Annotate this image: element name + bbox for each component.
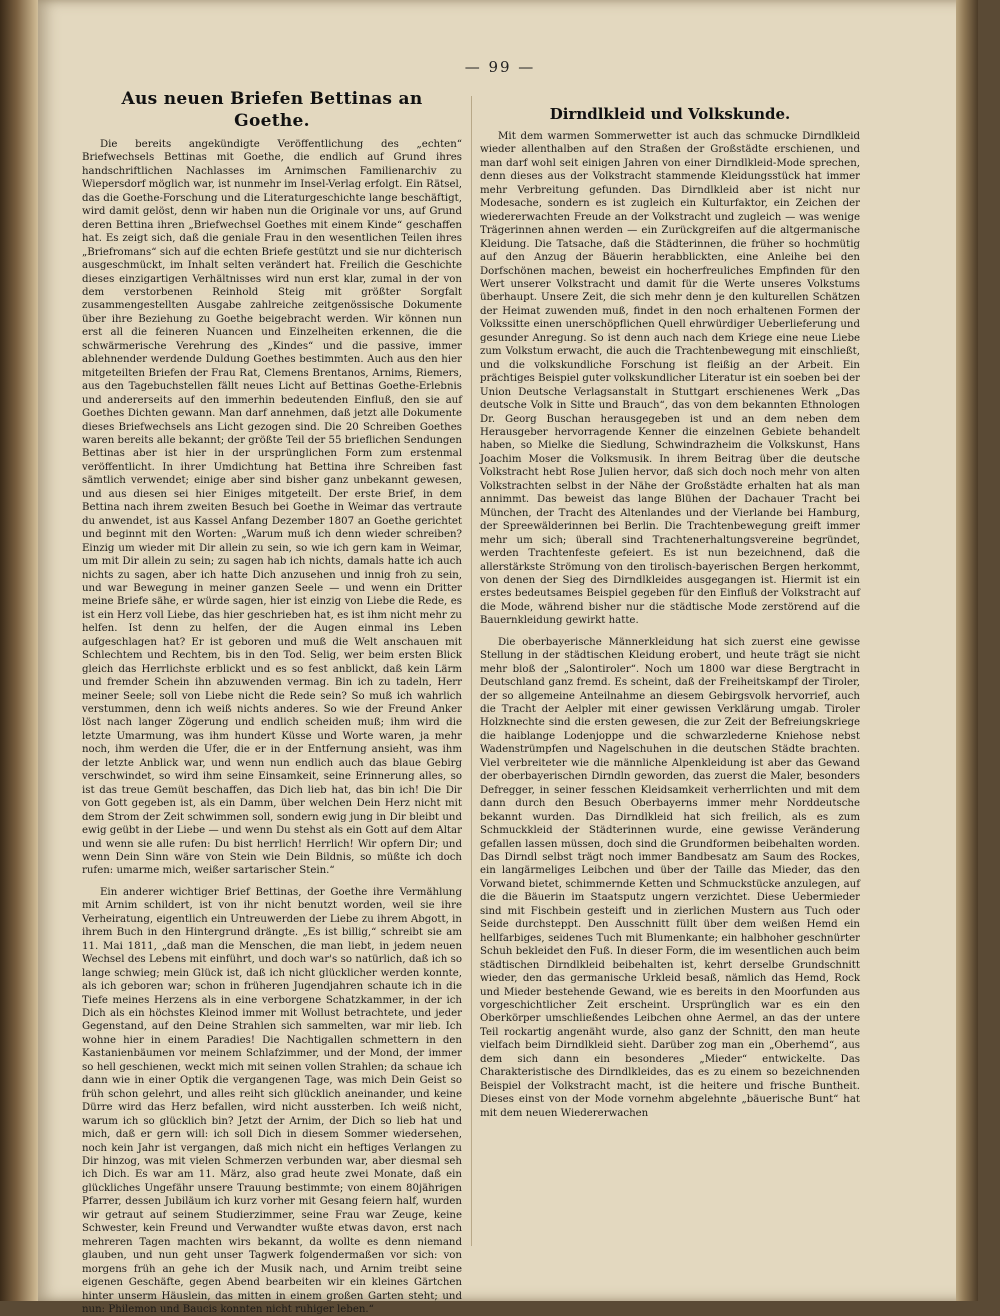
article-paragraph: Ein anderer wichtiger Brief Bettinas, der Goethe ihre Vermählung mit Arnim schildert, ist von ihr nicht benutzt worden, weil sie ihre Verheiratung, eigentlich ein Untreuwerden der Liebe zu ihrem Abgott, in ihrem Buch in den Hintergrund drängte. „Es ist billig,“ schreibt sie am 11. Mai 1811, „daß man die Menschen, die man liebt, in jedem neuen Wechsel des Lebens mit einführt, und doch war's so natürlich, daß ich so lange schwieg; mein Glück ist, daß ich nicht glücklicher werden konnte, als ich geboren war; schon in früheren Jugendjahren schaute ich in die Tiefe meines Herzens als in eine verborgene Schatzkammer, in der ich Dich als ein höchstes Kleinod immer mit Wollust betrachtete, und jeder Gegenstand, auf den Deine Strahlen sich sammelten, war mir lieb. Ich wohne hier in einem Paradies! Die Nachtigallen schmettern in den Kastanienbäumen vor meinem Schlafzimmer, und der Mond, der immer so hell geschienen, weckt mich mit seinen vollen Strahlen; da schaue ich dann wie in einer Optik die vergangenen Tage, was mich Dein Geist so früh schon gelehrt, und alles reiht sich glücklich aneinander, und keine Dürre wird das Herz befallen, wird nicht aussterben. Ich weiß nicht, warum ich so glücklich bin? Jetzt der Arnim, der Dich so lieb hat und mich, daß er gern will: ich soll Dich in diesem Sommer wiedersehen, noch kein Jahr ist vergangen, daß mich nicht ein heftiges Verlangen zu Dir hinzog, was mit vielen Schmerzen verbunden war, aber diesmal seh ich Dich. Es war am 11. März, also grad heute zwei Monate, daß ein glückliches Ungefähr unsere Trauung bestimmte; von einem 80jährigen Pfarrer, dessen Jubiläum ich kurz vorher mit Gesang feiern half, wurden wir getraut auf seinem Studierzimmer, seine Frau war Zeuge, keine Schwester, kein Freund und Verwandter wußte etwas davon, erst nach mehreren Tagen machten wirs bekannt, da wollte es denn niemand glauben, und nun geht unser Tagwerk folgendermaßen vor sich: von morgens früh an gehe ich der Musik nach, und Arnim treibt seine eigenen Geschäfte, gegen Abend bearbeiten wir ein kleines Gärtchen hinter unserm Häuslein, das mitten in einem großen Garten steht; und nun: Philemon und Baucis konnten nicht ruhiger leben.“ xyxy=(82,886,462,1315)
article-paragraph: Die bereits angekündigte Veröffentlichung des „echten“ Briefwechsels Bettinas mit Goethe, die endlich auf Grund ihres handschriftlichen Nachlasses im Arnimschen Familienarchiv zu Wiepersdorf möglich war, ist nunmehr im Insel-Verlag erfolgt. Ein Rätsel, das die Goethe-Forschung und die Literaturgeschichte lange beschäftigt, wird damit gelöst, denn wir haben nun die Originale vor uns, auf Grund deren Bettina ihren „Briefwechsel Goethes mit einem Kinde“ geschaffen hat. Es zeigt sich, daß die geniale Frau in den wesentlichen Teilen ihres „Briefromans“ sich auf die echten Briefe gestützt und sie nur dichterisch ausgeschmückt, im Inhalt selten verändert hat. Freilich die Geschichte dieses einzigartigen Verhältnisses wird nun erst klar, zumal in der von dem verstorbenen Reinhold Steig mit größter Sorgfalt zusammengestellten Ausgabe zahlreiche zeitgenössische Dokumente über ihre Beziehung zu Goethe beigebracht werden. Wir können nun erst all die feineren Nuancen und Einzelheiten erkennen, die die schwärmerische Verehrung des „Kindes“ und die passive, immer ablehnender werdende Duldung Goethes bestimmten. Auch aus den hier mitgeteilten Briefen der Frau Rat, Clemens Brentanos, Arnims, Riemers, aus den Tagebuchstellen fällt neues Licht auf Bettinas Goethe-Erlebnis und andererseits auf den immerhin bedeutenden Einfluß, den sie auf Goethes Dichten gewann. Man darf annehmen, daß jetzt alle Dokumente dieses Briefwechsels ans Licht gezogen sind. Die 20 Schreiben Goethes waren bereits alle bekannt; der größte Teil der 55 brieflichen Sendungen Bettinas aber ist hier in der ursprünglichen Form zum erstenmal veröffentlicht. In ihrer Umdichtung hat Bettina ihre Schreiben fast sämtlich verwendet; einige aber sind bisher ganz unbekannt gewesen, und aus diesen sei hier Einiges mitgeteilt. Der erste Brief, in dem Bettina nach ihrem zweiten Besuch bei Goethe in Weimar das vertraute du anwendet, ist aus Kassel Anfang Dezember 1807 an Goethe gerichtet und beginnt mit den Worten: „Warum muß ich denn wieder schreiben? Einzig um wieder mit Dir allein zu sein, so wie ich gern kam in Weimar, um mit Dir allein zu sein; zu sagen hab ich nichts, damals hatte ich auch nichts zu sagen, aber ich hatte Dich anzusehen und innig froh zu sein, und war Bewegung in meiner ganzen Seele — und wenn ein Dritter meine Briefe sähe, er würde sagen, hier ist einzig von Liebe die Rede, es ist ein Herz voll Liebe, das hier geschrieben hat, es ist ihm nicht mehr zu helfen. Ist denn zu helfen, der die Augen einmal ins Leben aufgeschlagen hat? Er ist geboren und muß die Welt anschauen mit Schlechtem und Rechtem, bis in den Tod. Selig, wer beim ersten Blick gleich das Herrlichste erblickt und es so fest anblickt, daß kein Lärm und fremder Schein ihn abzuwenden vermag. Bin ich zu tadeln, Herr meiner Seele; soll von Liebe nicht die Rede sein? So muß ich wahrlich verstummen, denn ich weiß nichts anderes. So wie der Freund Anker löst nach langer Zögerung und endlich scheiden muß; ihm wird die letzte Umarmung, was ihm hundert Küsse und Worte waren, ja mehr noch, ihm werden die Ufer, die er in der Entfernung ansieht, was ihm der letzte Anblick war, und wenn nun endlich auch das blaue Gebirg verschwindet, so wird ihm seine Einsamkeit, seine Erinnerung alles, so ist das treue Gemüt beschaffen, das Dich lieb hat, das bin ich! Die Dir von Gott gegeben ist, als ein Damm, über welchen Dein Herz nicht mit dem Strom der Zeit schwimmen soll, sondern ewig jung in Dir bleibt und ewig geübt in der Liebe — und wenn Du stehst als ein Gott auf dem Altar und wenn sie alle rufen: Du bist herrlich! Herrlich! Wir opfern Dir; und wenn Dein Sinn wäre von Stein wie Dein Bildnis, so müßte ich doch rufen: umarme mich, weißer sartarischer Stein.“ xyxy=(82,139,462,877)
column-divider xyxy=(471,96,472,1246)
page-edge xyxy=(956,0,978,1301)
page-number: — 99 — xyxy=(464,58,536,76)
article-title-bettina: Aus neuen Briefen Bettinas an Goethe. xyxy=(121,89,423,131)
book-binding xyxy=(0,0,42,1301)
article-paragraph: Die oberbayerische Männerkleidung hat sich zuerst eine gewisse Stellung in der städtischen Kleidung erobert, und heute trägt sie nicht mehr bloß der „Salontiroler“. Noch um 1800 war diese Bergtracht in Deutschland ganz fremd. Es scheint, daß der Freiheitskampf der Tiroler, der so allgemeine Anteilnahme an diesem Gebirgsvolk hervorrief, auch die Tracht der Aelpler mit einer gewissen Verklärung umgab. Tiroler Holzknechte sind die ersten gewesen, die zur Zeit der Befreiungskriege die haiblange Lodenjoppe und die schwarzlederne Kniehose nebst Wadenstrümpfen und Nagelschuhen in die deutschen Städte brachten. Viel verbreiteter wie die männliche Alpenkleidung ist aber das Gewand der oberbayerischen Dirndln geworden, das zuerst die Maler, besonders Defregger, in seiner fesschen Kleidsamkeit verherrlichten und mit dem dann durch den Besuch Oberbayerns immer mehr Norddeutsche bekannt wurden. Das Dirndlkleid hat sich freilich, als es zum Schmuckkleid der Städterinnen wurde, eine gewisse Veränderung gefallen lassen müssen, doch sind die Grundformen beibehalten worden. Das Dirndl selbst trägt noch immer Bandbesatz am Saum des Rockes, ein langärmeliges Leibchen und über der Taille das Mieder, das den Vorwand bietet, schimmernde Ketten und Schmuckstücke anzulegen, auf die die Bäuerin im Staatsputz ungern verzichtet. Diese Uebermieder sind mit Fischbein gesteift und in zierlichen Mustern aus Tuch oder Seide durchsteppt. Den Ausschnitt füllt über dem weißen Hemd ein hellfarbiges, seidenes Tuch mit Blumenkante; ein halbhoher geschnürter Schuh bekleidet den Fuß. In dieser Form, die im wesentlichen auch beim städtischen Dirndlkleid beibehalten ist, kehrt derselbe Grundschnitt wieder, den das germanische Urkleid besaß, nämlich das Hemd, Rock und Mieder bestehende Gewand, wie es bereits in den Moorfunden aus vorgeschichtlicher Zeit erscheint. Ursprünglich war es ein den Oberkörper umschließendes Leibchen ohne Aermel, an das der untere Teil rockartig angenäht wurde, also ganz der Schnitt, den man heute vielfach beim Dirndlkleid sieht. Darüber zog man ein „Oberhemd“, aus dem sich dann ein besonderes „Mieder“ entwickelte. Das Charakteristische des Dirndlkleides, das es zu einem so bezeichnenden Beispiel der Volkstracht macht, ist die heitere und frische Buntheit. Dieses einst von der Mode vornehm abgelehnte „bäuerische Bunt“ hat mit dem neuen Wiedererwachen xyxy=(480,636,860,1119)
article-paragraph: Mit dem warmen Sommerwetter ist auch das schmucke Dirndlkleid wieder allenthalben auf den Straßen der Großstädte erschienen, und man darf wohl seit einigen Jahren von einer Dirndlkleid-Mode sprechen, denn dieses aus der Volkstracht stammende Kleidungsstück hat immer mehr Verbreitung gefunden. Das Dirndlkleid aber ist nicht nur Modesache, sondern es ist zugleich ein Kulturfaktor, ein Zeichen der wiedererwachten Freude an der Volkstracht und zugleich — was wenige Trägerinnen ahnen werden — ein Zurückgreifen auf die altgermanische Kleidung. Die Tatsache, daß die Städterinnen, die früher so hochmütig auf den Anzug der Bäuerin herabblickten, eine Anleihe bei den Dorfschönen machen, beweist ein hocherfreuliches Empfinden für den Wert unserer Volkstracht und damit für die Werte unseres Volkstums überhaupt. Unsere Zeit, die sich mehr denn je den kulturellen Schätzen der Heimat zuwenden muß, findet in den noch erhaltenen Formen der Volkssitte einen unerschöpflichen Quell ehrwürdiger Ueberlieferung und gesunder Anregung. So ist denn auch nach dem Kriege eine neue Liebe zum Volkstum erwacht, die auch die Trachtenbewegung mit einschließt, und die volkskundliche Forschung ist fleißig an der Arbeit. Ein prächtiges Beispiel guter volkskundlicher Literatur ist ein soeben bei der Union Deutsche Verlagsanstalt in Stuttgart erschienenes Werk „Das deutsche Volk in Sitte und Brauch“, das von dem bekannten Ethnologen Dr. Georg Buschan herausgegeben ist und an dem neben dem Herausgeber hervorragende Kenner die einzelnen Gebiete behandelt haben, so Mielke die Siedlung, Schwindrazheim die Volkskunst, Hans Joachim Moser die Volksmusik. In ihrem Beitrag über die deutsche Volkstracht hebt Rose Julien hervor, daß sich doch noch mehr von alten Volkstrachten selbst in der Nähe der Großstädte erhalten hat als man annimmt. Das beweist das lange Blühen der Dachauer Tracht bei München, der Tracht des Altenlandes und der Vierlande bei Hamburg, der Spreewälderinnen bei Berlin. Die Trachtenbewegung greift immer mehr um sich; überall sind Trachtenerhaltungsvereine begründet, werden Trachtenfeste gefeiert. Es ist nun bezeichnend, daß die allerstärkste Strömung von den tirolisch-bayerischen Bergen herkommt, von denen der Sieg des Dirndlkleides ausgegangen ist. Hiermit ist ein erstes bedeutsames Beispiel gegeben für den Einfluß der Volkstracht auf die Mode, während bisher nur die städtische Mode zerstörend auf die Bauernkleidung gewirkt hatte. xyxy=(480,131,860,627)
right-column xyxy=(480,88,860,1120)
left-column xyxy=(82,88,462,1316)
article-title-dirndl: Dirndlkleid und Volkskunde. xyxy=(549,105,791,123)
